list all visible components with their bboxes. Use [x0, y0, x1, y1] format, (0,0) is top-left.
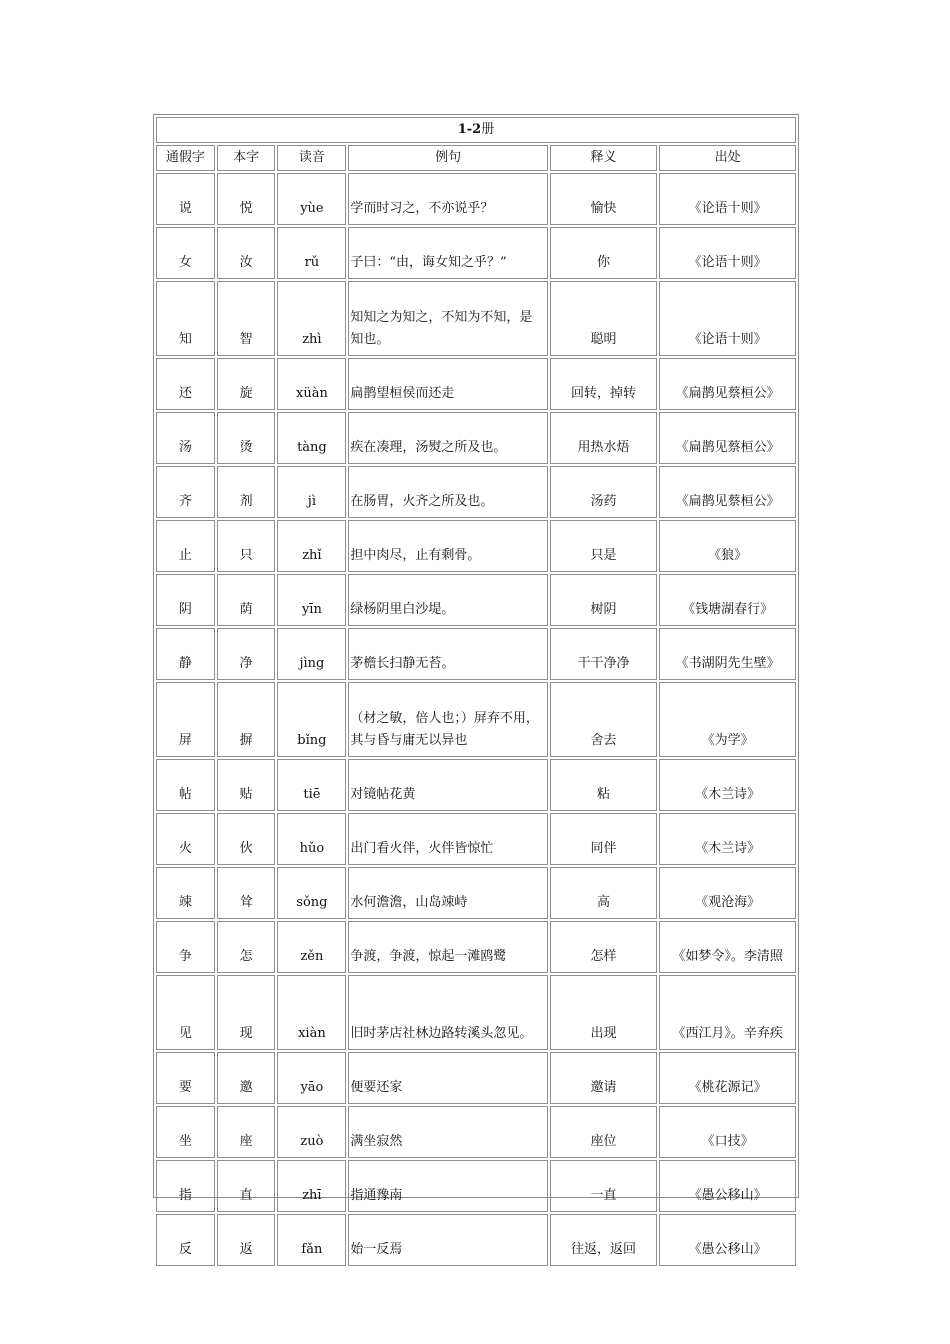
- cell-example: 担中肉尽，止有剩骨。: [348, 520, 548, 572]
- cell-meaning: 高: [550, 867, 657, 919]
- cell-source: 《扁鹊见蔡桓公》: [659, 412, 796, 464]
- cell-example: 出门看火伴，火伴皆惊忙: [348, 813, 548, 865]
- cell-benzi: 返: [217, 1214, 276, 1266]
- cell-pinyin: tiē: [277, 759, 346, 811]
- cell-source: 《木兰诗》: [659, 759, 796, 811]
- cell-pinyin: jì: [277, 466, 346, 518]
- table-title: [156, 117, 796, 143]
- cell-tongjia: 女: [156, 227, 215, 279]
- cell-pinyin: zhǐ: [277, 520, 346, 572]
- cell-tongjia: 静: [156, 628, 215, 680]
- cell-example: 旧时茅店社林边路转溪头忽见。: [348, 975, 548, 1050]
- cell-example: 学而时习之，不亦说乎？: [348, 173, 548, 225]
- table-row: [156, 412, 796, 464]
- table-row: [156, 759, 796, 811]
- cell-meaning: 一直: [550, 1160, 657, 1212]
- cell-benzi: 摒: [217, 682, 276, 757]
- cell-example: 绿杨阴里白沙堤。: [348, 574, 548, 626]
- table-row: [156, 628, 796, 680]
- cell-meaning: 干干净净: [550, 628, 657, 680]
- cell-meaning: 回转，掉转: [550, 358, 657, 410]
- cell-pinyin: jìng: [277, 628, 346, 680]
- cell-tongjia: 要: [156, 1052, 215, 1104]
- table-row: [156, 358, 796, 410]
- table-row: [156, 1106, 796, 1158]
- cell-example: 争渡，争渡，惊起一滩鸥鹭: [348, 921, 548, 973]
- cell-meaning: 同伴: [550, 813, 657, 865]
- cell-pinyin: zhī: [277, 1160, 346, 1212]
- cell-tongjia: 知: [156, 281, 215, 356]
- cell-source: 《木兰诗》: [659, 813, 796, 865]
- cell-source: 《口技》: [659, 1106, 796, 1158]
- cell-tongjia: 争: [156, 921, 215, 973]
- cell-source: 《论语十则》: [659, 281, 796, 356]
- tongjia-table: [154, 115, 798, 1268]
- cell-source: 《如梦令》。李清照: [659, 921, 796, 973]
- table-row: [156, 921, 796, 973]
- header-shiyi: 释义: [550, 145, 657, 171]
- cell-tongjia: 反: [156, 1214, 215, 1266]
- cell-pinyin: fǎn: [277, 1214, 346, 1266]
- cell-benzi: 伙: [217, 813, 276, 865]
- cell-pinyin: yāo: [277, 1052, 346, 1104]
- cell-pinyin: sǒng: [277, 867, 346, 919]
- cell-source: 《论语十则》: [659, 227, 796, 279]
- cell-example: 茅檐长扫静无苔。: [348, 628, 548, 680]
- table-row: [156, 520, 796, 572]
- cell-benzi: 座: [217, 1106, 276, 1158]
- cell-benzi: 汝: [217, 227, 276, 279]
- cell-benzi: 智: [217, 281, 276, 356]
- cell-source: 《观沧海》: [659, 867, 796, 919]
- cell-tongjia: 火: [156, 813, 215, 865]
- header-duyin: 读音: [277, 145, 346, 171]
- cell-example: 指通豫南: [348, 1160, 548, 1212]
- header-chuchu: 出处: [659, 145, 796, 171]
- table-row: [156, 227, 796, 279]
- cell-example: 子曰：“由，诲女知之乎？”: [348, 227, 548, 279]
- table-row: [156, 975, 796, 1050]
- cell-pinyin: zěn: [277, 921, 346, 973]
- cell-tongjia: 指: [156, 1160, 215, 1212]
- table-row: [156, 1052, 796, 1104]
- cell-meaning: 汤药: [550, 466, 657, 518]
- cell-source: 《扁鹊见蔡桓公》: [659, 358, 796, 410]
- table-row: [156, 466, 796, 518]
- cell-meaning: 邀请: [550, 1052, 657, 1104]
- header-benzi: 本字: [217, 145, 276, 171]
- cell-pinyin: xüàn: [277, 358, 346, 410]
- table-row: [156, 1214, 796, 1266]
- cell-benzi: 现: [217, 975, 276, 1050]
- cell-meaning: 你: [550, 227, 657, 279]
- cell-example: 在肠胃，火齐之所及也。: [348, 466, 548, 518]
- cell-source: 《西江月》。辛弃疾: [659, 975, 796, 1050]
- cell-benzi: 旋: [217, 358, 276, 410]
- cell-pinyin: zhì: [277, 281, 346, 356]
- cell-example: 水何澹澹，山岛竦峙: [348, 867, 548, 919]
- cell-example: 扁鹊望桓侯而还走: [348, 358, 548, 410]
- cell-meaning: 用热水焐: [550, 412, 657, 464]
- cell-example: （材之敏，倍人也；）屏弃不用，其与昏与庸无以异也: [348, 682, 548, 757]
- cell-tongjia: 汤: [156, 412, 215, 464]
- table-row: [156, 682, 796, 757]
- cell-meaning: 树阴: [550, 574, 657, 626]
- cell-benzi: 直: [217, 1160, 276, 1212]
- cell-benzi: 只: [217, 520, 276, 572]
- cell-example: 满坐寂然: [348, 1106, 548, 1158]
- cell-meaning: 聪明: [550, 281, 657, 356]
- cell-tongjia: 坐: [156, 1106, 215, 1158]
- cell-source: 《论语十则》: [659, 173, 796, 225]
- cell-tongjia: 齐: [156, 466, 215, 518]
- table-title-suffix: 册: [481, 122, 495, 137]
- cell-benzi: 净: [217, 628, 276, 680]
- cell-example: 知知之为知之，不知为不知，是知也。: [348, 281, 548, 356]
- cell-source: 《狼》: [659, 520, 796, 572]
- cell-meaning: 愉快: [550, 173, 657, 225]
- cell-meaning: 粘: [550, 759, 657, 811]
- cell-benzi: 耸: [217, 867, 276, 919]
- table-row: [156, 574, 796, 626]
- cell-pinyin: rǔ: [277, 227, 346, 279]
- cell-tongjia: 帖: [156, 759, 215, 811]
- cell-benzi: 荫: [217, 574, 276, 626]
- cell-benzi: 邀: [217, 1052, 276, 1104]
- cell-benzi: 贴: [217, 759, 276, 811]
- cell-benzi: 怎: [217, 921, 276, 973]
- cell-pinyin: hǔo: [277, 813, 346, 865]
- cell-pinyin: bǐng: [277, 682, 346, 757]
- cell-source: 《为学》: [659, 682, 796, 757]
- cell-tongjia: 屏: [156, 682, 215, 757]
- cell-benzi: 悦: [217, 173, 276, 225]
- cell-pinyin: tàng: [277, 412, 346, 464]
- cell-tongjia: 见: [156, 975, 215, 1050]
- cell-benzi: 剂: [217, 466, 276, 518]
- cell-pinyin: xiàn: [277, 975, 346, 1050]
- header-liju: 例句: [348, 145, 548, 171]
- header-row: [156, 145, 796, 171]
- table-row: [156, 1160, 796, 1212]
- cell-source: 《愚公移山》: [659, 1214, 796, 1266]
- cell-pinyin: yīn: [277, 574, 346, 626]
- cell-tongjia: 阴: [156, 574, 215, 626]
- cell-meaning: 怎样: [550, 921, 657, 973]
- cell-tongjia: 止: [156, 520, 215, 572]
- cell-tongjia: 竦: [156, 867, 215, 919]
- cell-example: 疾在凑理，汤熨之所及也。: [348, 412, 548, 464]
- table-row: [156, 867, 796, 919]
- cell-meaning: 出现: [550, 975, 657, 1050]
- cell-source: 《扁鹊见蔡桓公》: [659, 466, 796, 518]
- header-tongjia: 通假字: [156, 145, 215, 171]
- cell-meaning: 舍去: [550, 682, 657, 757]
- cell-benzi: 烫: [217, 412, 276, 464]
- cell-source: 《书湖阴先生壁》: [659, 628, 796, 680]
- cell-source: 《愚公移山》: [659, 1160, 796, 1212]
- cell-meaning: 往返，返回: [550, 1214, 657, 1266]
- cell-example: 始一反焉: [348, 1214, 548, 1266]
- cell-example: 对镜帖花黄: [348, 759, 548, 811]
- cell-source: 《钱塘湖春行》: [659, 574, 796, 626]
- table-title-prefix: 1-2: [457, 122, 482, 137]
- cell-source: 《桃花源记》: [659, 1052, 796, 1104]
- table-row: [156, 813, 796, 865]
- cell-meaning: 只是: [550, 520, 657, 572]
- cell-pinyin: yùe: [277, 173, 346, 225]
- cell-tongjia: 说: [156, 173, 215, 225]
- table-row: [156, 173, 796, 225]
- table-row: [156, 281, 796, 356]
- table-title-row: [156, 117, 796, 143]
- vocabulary-table-sheet: [153, 114, 799, 1257]
- cell-tongjia: 还: [156, 358, 215, 410]
- cell-meaning: 座位: [550, 1106, 657, 1158]
- cell-example: 便要还家: [348, 1052, 548, 1104]
- cell-pinyin: zuò: [277, 1106, 346, 1158]
